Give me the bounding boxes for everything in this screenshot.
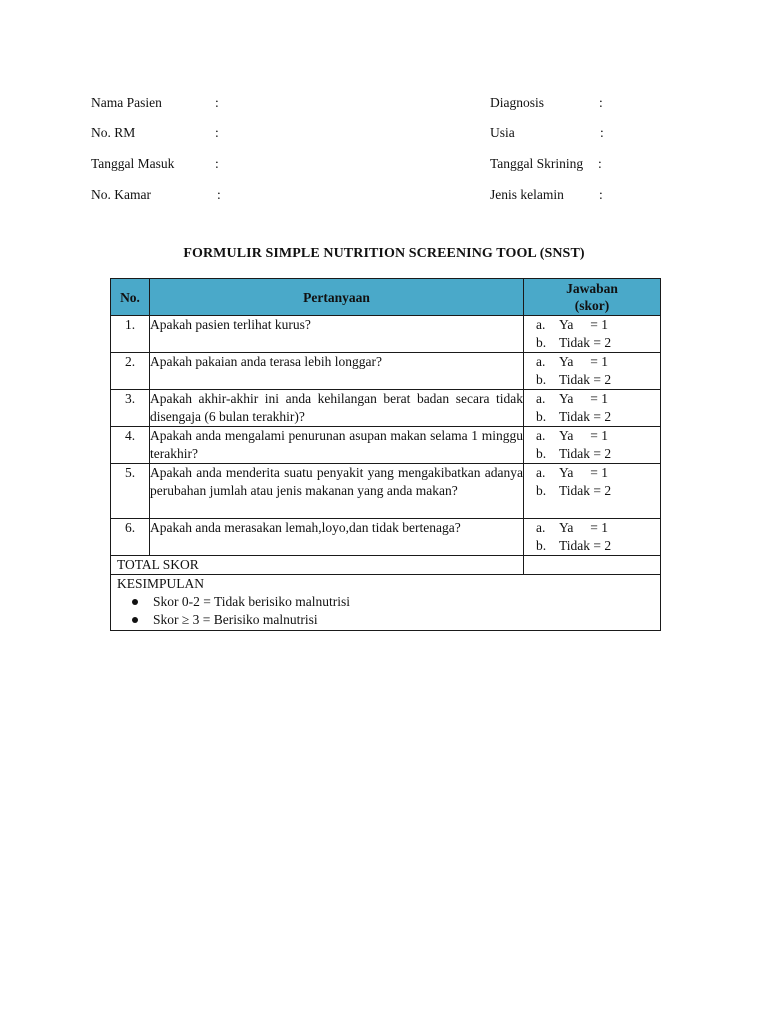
option-letter: a. (536, 428, 546, 443)
option-text: Tidak = 2 (559, 335, 612, 350)
field-jenis-kelamin (490, 186, 670, 204)
option-letter: a. (536, 354, 546, 369)
row-number: 6. (111, 519, 150, 556)
row-answer (524, 390, 661, 427)
field-label: Nama Pasien (91, 95, 162, 110)
field-label: Tanggal Skrining (490, 156, 584, 171)
option-letter: b. (536, 446, 547, 461)
answer-option-b (524, 537, 660, 555)
field-no-rm (91, 124, 291, 142)
answer-option-b (524, 408, 660, 426)
row-answer (524, 316, 661, 353)
option-letter: a. (536, 317, 546, 332)
field-label: Usia (490, 125, 515, 140)
table-row (111, 316, 661, 353)
option-text: Tidak = 2 (559, 446, 612, 461)
row-question: Apakah anda menderita suatu penyakit yang mengakibatkan adanya perubahan jumlah atau jenis makanan yang anda makan? (150, 464, 524, 519)
table-row (111, 390, 661, 427)
table-row (111, 519, 661, 556)
option-letter: b. (536, 483, 547, 498)
option-letter: a. (536, 520, 546, 535)
option-letter: b. (536, 409, 547, 424)
row-question: Apakah anda mengalami penurunan asupan makan selama 1 minggu terakhir? (150, 427, 524, 464)
field-diagnosis (490, 94, 670, 112)
header-answer-line1: Jawaban (566, 281, 618, 296)
row-number: 2. (111, 353, 150, 390)
header-question: Pertanyaan (150, 279, 524, 316)
table-row (111, 353, 661, 390)
total-score-row (111, 556, 661, 575)
field-usia (490, 124, 670, 142)
answer-option-b (524, 334, 660, 352)
option-text: Tidak = 2 (559, 372, 612, 387)
row-answer (524, 353, 661, 390)
row-number: 1. (111, 316, 150, 353)
option-letter: a. (536, 465, 546, 480)
field-colon: : (217, 187, 221, 202)
option-letter: b. (536, 372, 547, 387)
bullet-icon (132, 599, 138, 605)
snst-table (110, 278, 661, 631)
option-text: Ya = 1 (559, 428, 609, 443)
option-letter: a. (536, 391, 546, 406)
field-colon: : (215, 125, 219, 140)
field-colon: : (215, 156, 219, 171)
header-answer-line2: (skor) (574, 298, 610, 313)
field-colon: : (599, 95, 603, 110)
answer-option-a (524, 427, 660, 445)
option-text: Ya = 1 (559, 520, 609, 535)
table-header-row (111, 279, 661, 316)
field-label: Diagnosis (490, 95, 544, 110)
answer-option-a (524, 464, 660, 482)
row-number: 3. (111, 390, 150, 427)
row-number: 5. (111, 464, 150, 519)
option-text: Ya = 1 (559, 465, 609, 480)
row-answer (524, 519, 661, 556)
field-label: No. RM (91, 125, 136, 140)
answer-option-a (524, 353, 660, 371)
field-nama-pasien (91, 94, 291, 112)
answer-option-a (524, 316, 660, 334)
row-question: Apakah pakaian anda terasa lebih longgar? (150, 353, 524, 390)
form-title: FORMULIR SIMPLE NUTRITION SCREENING TOOL (SNST) (183, 246, 585, 261)
option-letter: b. (536, 335, 547, 350)
field-no-kamar (91, 186, 291, 204)
table-row (111, 464, 661, 519)
field-label: Tanggal Masuk (91, 156, 175, 171)
conclusion-list (117, 593, 660, 629)
bullet-icon (132, 617, 138, 623)
answer-option-a (524, 390, 660, 408)
field-colon: : (599, 187, 603, 202)
row-number: 4. (111, 427, 150, 464)
field-tanggal-masuk (91, 155, 291, 173)
total-score-label: TOTAL SKOR (111, 556, 524, 575)
conclusion-item (117, 593, 660, 611)
conclusion-row (111, 575, 661, 631)
conclusion-cell (111, 575, 661, 631)
row-question: Apakah anda merasakan lemah,loyo,dan tidak bertenaga? (150, 519, 524, 556)
header-answer (524, 279, 661, 316)
header-no: No. (111, 279, 150, 316)
option-text: Ya = 1 (559, 317, 609, 332)
field-label: No. Kamar (91, 187, 151, 202)
field-colon: : (600, 125, 604, 140)
answer-option-b (524, 445, 660, 463)
field-tanggal-skrining (490, 155, 670, 173)
row-question: Apakah pasien terlihat kurus? (150, 316, 524, 353)
total-score-value (524, 556, 661, 575)
conclusion-label: KESIMPULAN (117, 576, 205, 591)
row-answer (524, 464, 661, 519)
conclusion-text: Skor ≥ 3 = Berisiko malnutrisi (153, 612, 318, 627)
option-letter: b. (536, 538, 547, 553)
answer-option-b (524, 371, 660, 389)
conclusion-text: Skor 0-2 = Tidak berisiko malnutrisi (153, 594, 350, 609)
field-label: Jenis kelamin (490, 187, 564, 202)
option-text: Ya = 1 (559, 354, 609, 369)
field-colon: : (598, 156, 602, 171)
answer-option-b (524, 482, 660, 500)
option-text: Ya = 1 (559, 391, 609, 406)
field-colon: : (215, 95, 219, 110)
option-text: Tidak = 2 (559, 538, 612, 553)
answer-option-a (524, 519, 660, 537)
conclusion-item (117, 611, 660, 629)
row-question: Apakah akhir-akhir ini anda kehilangan berat badan secara tidak disengaja (6 bulan terakhir)? (150, 390, 524, 427)
row-answer (524, 427, 661, 464)
table-row (111, 427, 661, 464)
option-text: Tidak = 2 (559, 409, 612, 424)
option-text: Tidak = 2 (559, 483, 612, 498)
